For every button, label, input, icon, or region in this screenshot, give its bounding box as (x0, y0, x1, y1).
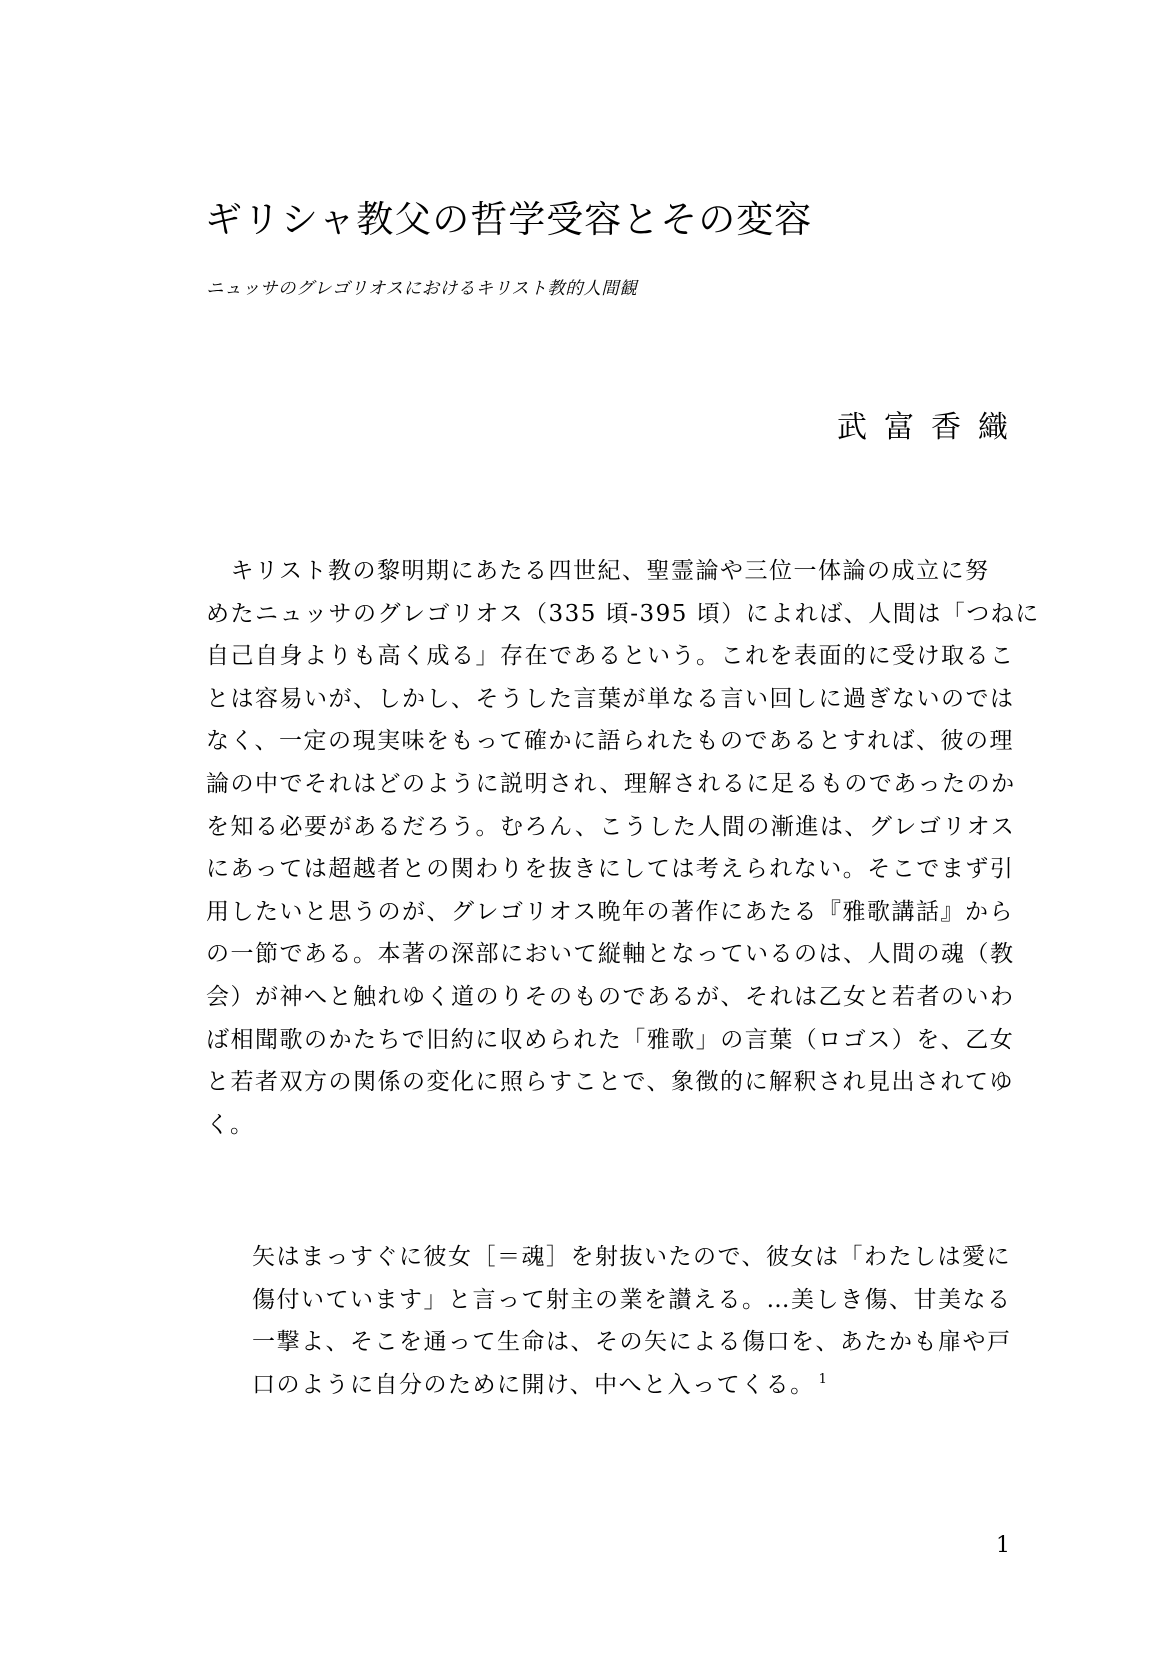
text-line: めたニュッサのグレゴリオス（335 頃-395 頃）によれば、人間は「つねに (206, 600, 1040, 627)
block-quote (252, 1236, 1012, 1406)
author-name: 武富香織 (837, 410, 1025, 445)
quote-line-last (252, 1364, 1012, 1407)
body-paragraph (206, 550, 1040, 1146)
text-line: キリスト教の黎明期にあたる四世紀、聖霊論や三位一体論の成立に努 (206, 558, 990, 584)
page-number: 1 (996, 1533, 1010, 1558)
text-line: を知る必要があるだろう。むろん、こうした人間の漸進は、グレゴリオス (206, 813, 1016, 840)
text-line: と若者双方の関係の変化に照らすことで、象徴的に解釈され見出されてゆ (206, 1069, 1015, 1096)
quote-line-text: 口のように自分のために開け、中へと入ってくる。 (252, 1371, 815, 1398)
text-line: とは容易いが、しかし、そうした言葉が単なる言い回しに過ぎないのでは (206, 685, 1015, 712)
text-line: の一節である。本著の深部において縦軸となっているのは、人間の魂（教 (206, 941, 1015, 968)
page-title: ギリシャ教父の哲学受容とその変容 (205, 198, 813, 241)
text-line: ば相聞歌のかたちで旧約に収められた「雅歌」の言葉（ロゴス）を、乙女 (206, 1026, 1015, 1053)
text-line: 論の中でそれはどのように説明され、理解されるに足るものであったのか (206, 770, 1016, 797)
text-line: 自己自身よりも高く成る」存在であるという。これを表面的に受け取るこ (206, 643, 1015, 670)
text-line: 会）が神へと触れゆく道のりそのものであるが、それは乙女と若者のいわ (206, 983, 1015, 1010)
footnote-marker[interactable]: 1 (818, 1372, 829, 1388)
text-line: にあっては超越者との関わりを抜きにしては考えられない。そこでまず引 (206, 856, 1015, 883)
text-line: く。 (206, 1111, 255, 1138)
quote-line: 傷付いています」と言って射主の業を讃える。…美しき傷、甘美なる (252, 1286, 1012, 1313)
text-line: なく、一定の現実味をもって確かに語られたものであるとすれば、彼の理 (206, 728, 1015, 755)
quote-line: 矢はまっすぐに彼女［＝魂］を射抜いたので、彼女は「わたしは愛に (252, 1244, 1012, 1270)
quote-line: 一撃よ、そこを通って生命は、その矢による傷口を、あたかも扉や戸 (252, 1329, 1012, 1356)
subtitle: ニュッサのグレゴリオスにおけるキリスト教的人間観 (206, 279, 638, 299)
text-line: 用したいと思うのが、グレゴリオス晩年の著作にあたる『雅歌講話』から (206, 898, 1015, 925)
